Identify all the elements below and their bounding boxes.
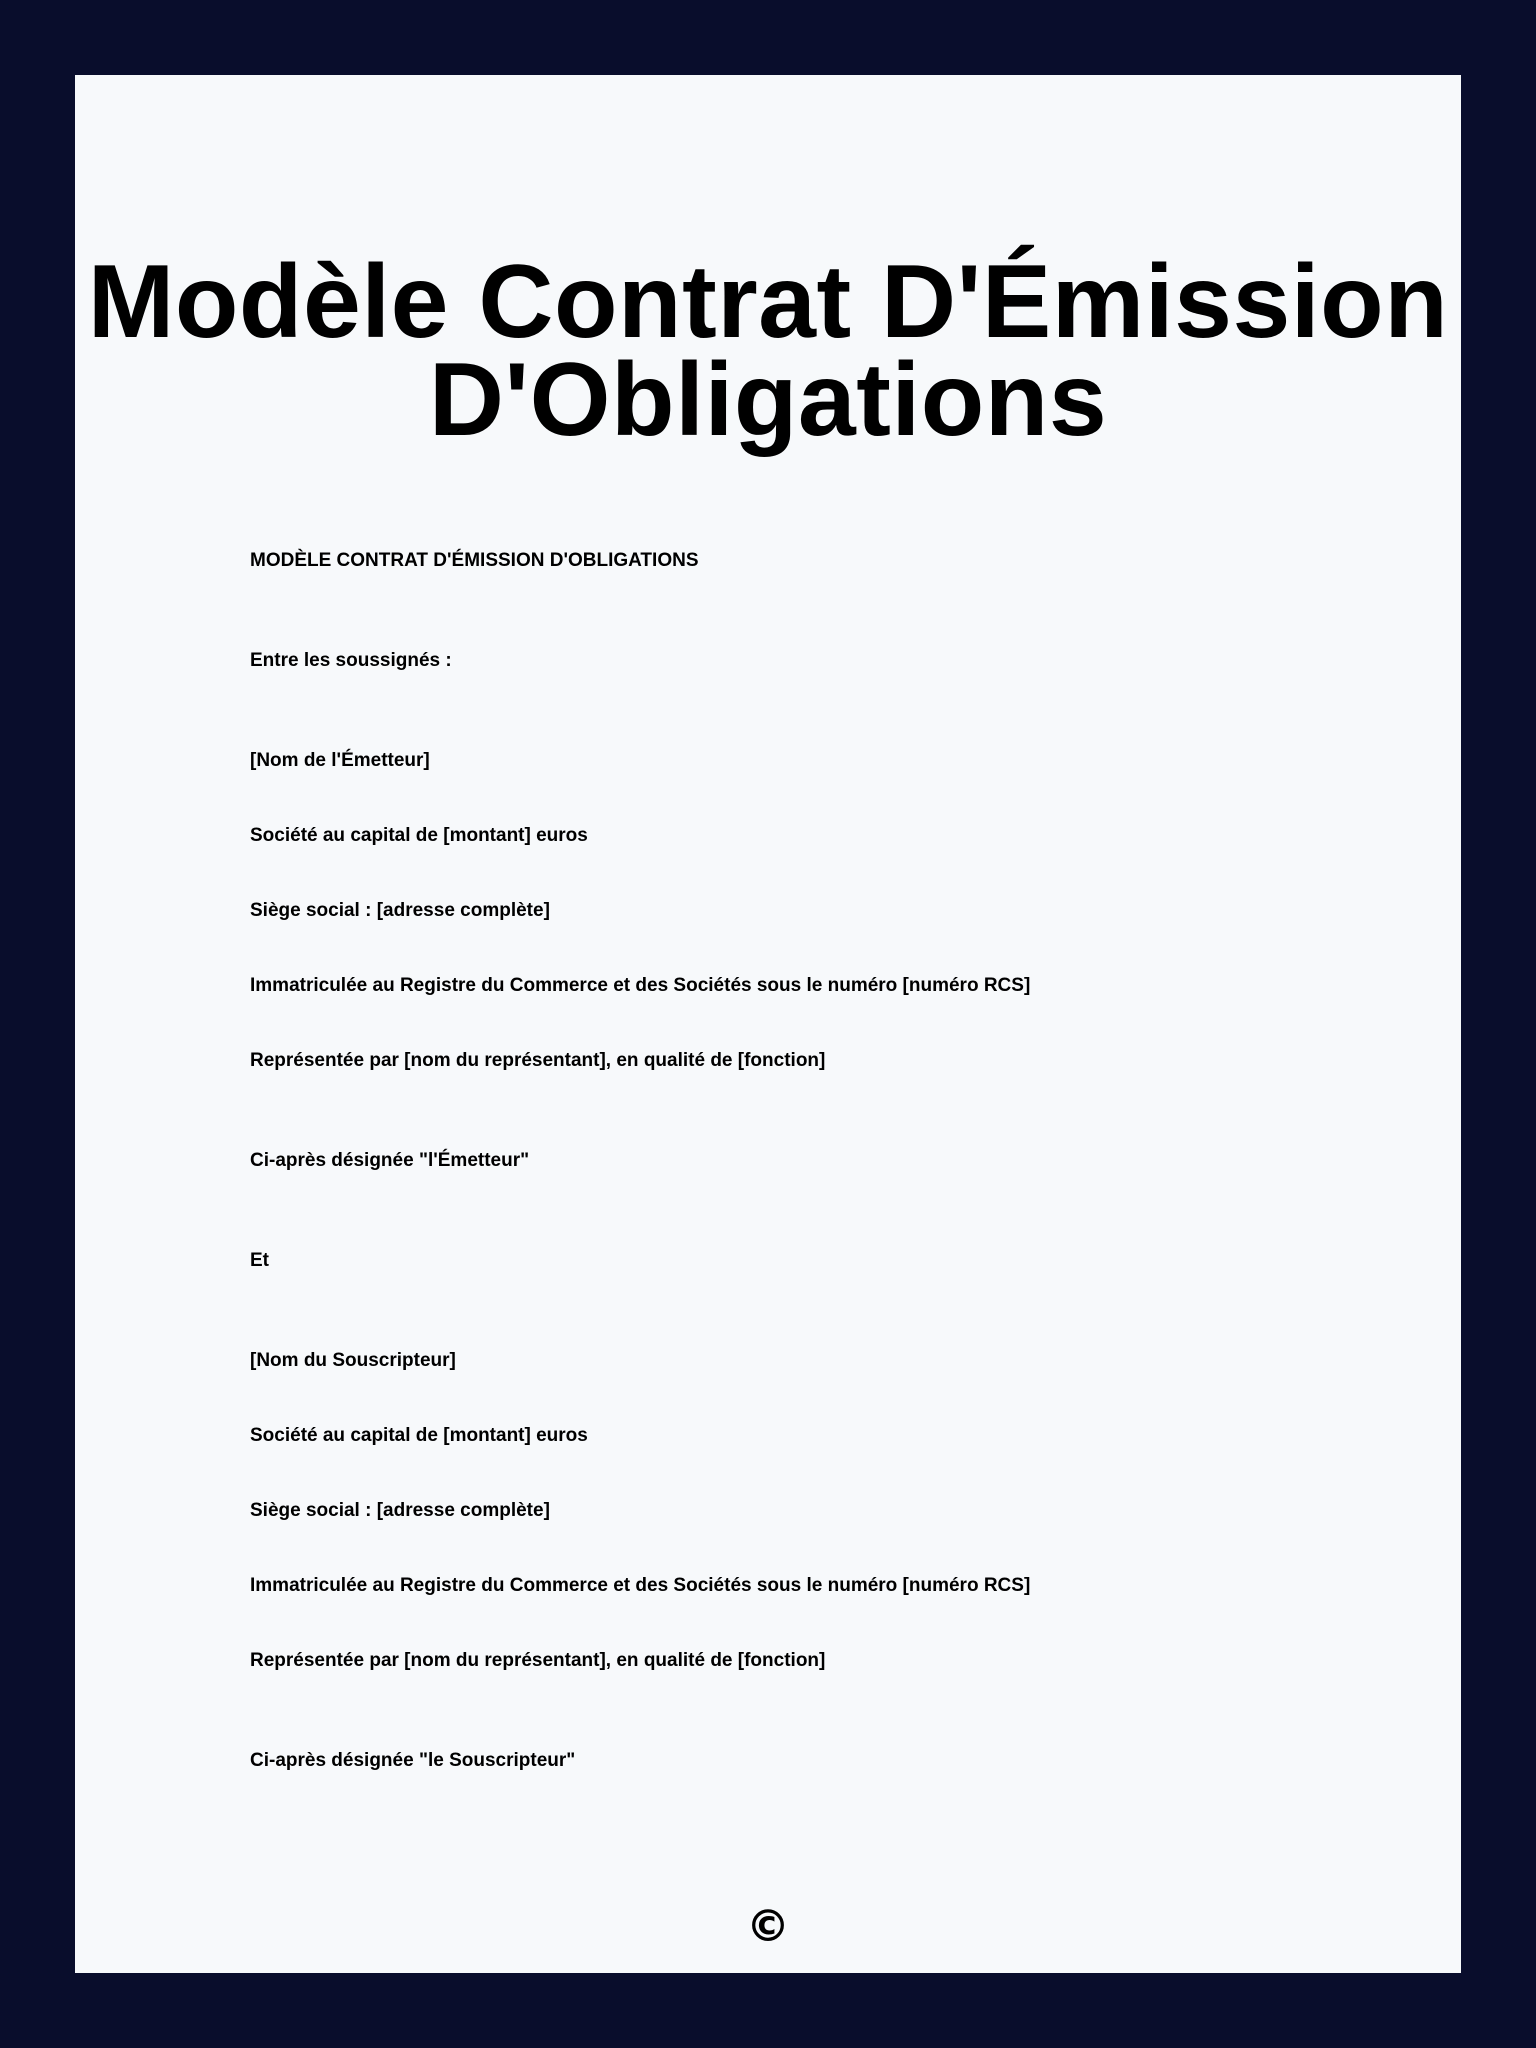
subscriber-registration: Immatriculée au Registre du Commerce et des Sociétés sous le numéro [numéro RCS] (250, 1575, 1031, 1596)
and-separator: Et (250, 1250, 269, 1271)
subscriber-name: [Nom du Souscripteur] (250, 1350, 456, 1371)
document-title: Modèle Contrat D'Émission D'Obligations (87, 244, 1449, 458)
issuer-representative: Représentée par [nom du représentant], en qualité de [fonction] (250, 1050, 826, 1071)
subscriber-capital: Société au capital de [montant] euros (250, 1425, 588, 1446)
parties-intro: Entre les soussignés : (250, 650, 452, 671)
issuer-registration: Immatriculée au Registre du Commerce et des Sociétés sous le numéro [numéro RCS] (250, 975, 1031, 996)
heading-line: MODÈLE CONTRAT D'ÉMISSION D'OBLIGATIONS (250, 550, 699, 571)
document-page (75, 75, 1461, 1973)
subscriber-representative: Représentée par [nom du représentant], en qualité de [fonction] (250, 1650, 826, 1671)
issuer-address: Siège social : [adresse complète] (250, 900, 550, 921)
copyright-icon: © (746, 1901, 790, 1952)
subscriber-address: Siège social : [adresse complète] (250, 1500, 550, 1521)
subscriber-designation: Ci-après désignée "le Souscripteur" (250, 1750, 576, 1771)
issuer-name: [Nom de l'Émetteur] (250, 750, 430, 771)
issuer-capital: Société au capital de [montant] euros (250, 825, 588, 846)
issuer-designation: Ci-après désignée "l'Émetteur" (250, 1150, 530, 1171)
